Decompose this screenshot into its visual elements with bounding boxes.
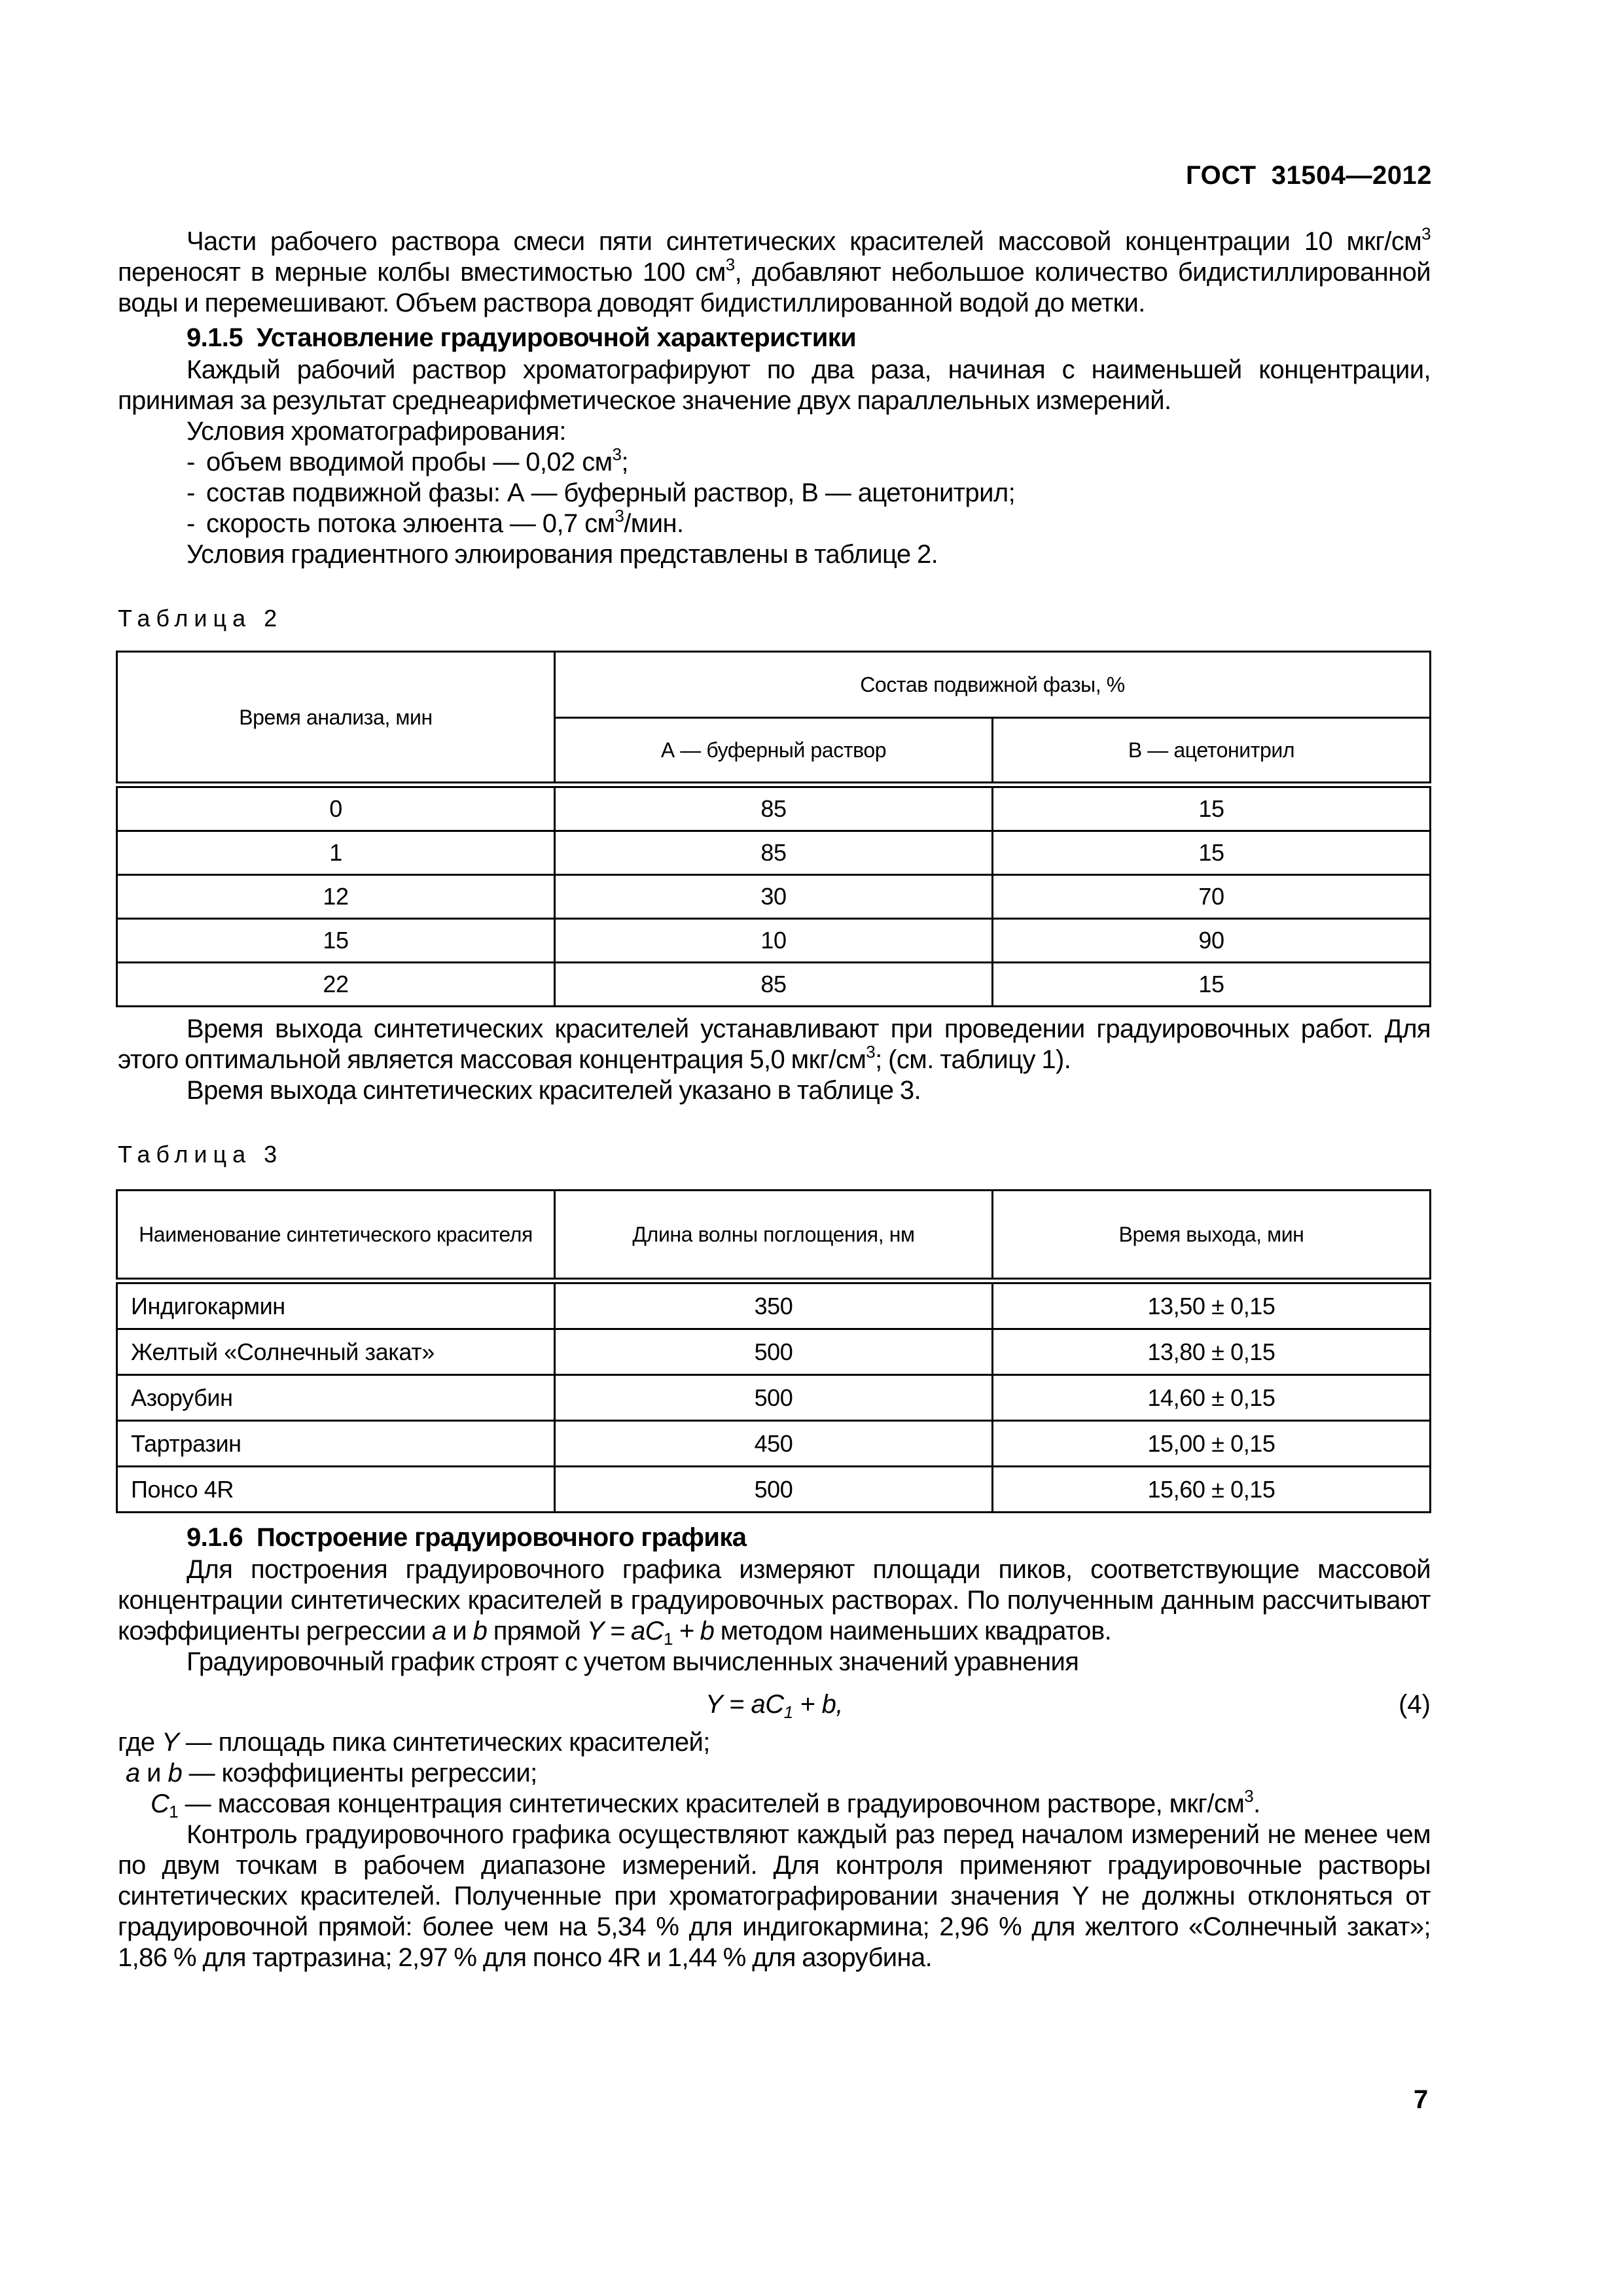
table-row (117, 831, 1431, 875)
conjunction: и (139, 1759, 168, 1787)
table-row (117, 1375, 1431, 1421)
definition-text: — площадь пика синтетических красителей; (179, 1728, 710, 1757)
page-number: 7 (1414, 2085, 1429, 2114)
superscript: 3 (1421, 224, 1431, 243)
condition-text: состав подвижной фазы: А — буферный раствор, В — ацетонитрил; (206, 478, 1016, 507)
column-header-retention: Время выхода, мин (993, 1191, 1431, 1282)
table-3-caption: Таблица 3 (118, 1141, 283, 1168)
table-2-gradient (116, 651, 1431, 1007)
retention-text-end: ; (см. таблицу 1). (875, 1045, 1071, 1074)
superscript: 3 (1244, 1786, 1254, 1806)
section-heading-9-1-5: 9.1.5 Установление градуировочной характеристики (187, 323, 857, 352)
cell-wavelength: 500 (555, 1329, 993, 1375)
retention-text: Время выхода синтетических красителей устанавливают при проведении градуировочных работ. Для этого оптимальной является массовая концентрация 5,0 мкг/см (118, 1014, 1431, 1074)
inline-equation: Y = aC (586, 1617, 664, 1645)
gradient-note: Условия градиентного элюирования представлены в таблице 2. (187, 540, 938, 569)
cell-retention: 15,60 ± 0,15 (993, 1467, 1431, 1513)
cell-time: 15 (117, 919, 555, 963)
dash-bullet: - (187, 478, 195, 507)
section-915-paragraph: Каждый рабочий раствор хроматографируют по два раза, начиная с наименьшей концентрации, принимая за результат среднеарифметическое значение двух параллельных измерений. (118, 355, 1431, 415)
cell-time: 1 (117, 831, 555, 875)
cell-wavelength: 500 (555, 1375, 993, 1421)
table-row (117, 785, 1431, 831)
column-header-wavelength: Длина волны поглощения, нм (555, 1191, 993, 1282)
definition-c1 (118, 1786, 1431, 1821)
condition-item (118, 506, 1431, 539)
symbol-c: C (151, 1789, 169, 1818)
condition-text-end: ; (621, 448, 628, 476)
document-code-header: ГОСТ 31504—2012 (1185, 161, 1432, 190)
control-paragraph: Контроль градуировочного графика осуществляют каждый раз перед началом измерений не менее чем по двум точкам в рабочем диапазоне измерений. Для контроля применяют градуировочные растворы синтетических красителей. Полученные при хроматографировании значения Y не должны отклоняться от градуировочной прямой: более чем на 5,34 % для индигокармина; 2,96 % для желтого «Солнечный закат»; 1,86 % для тартразина; 2,97 % для понсо 4R и 1,44 % для азорубина. (118, 1820, 1431, 1972)
table-row (117, 875, 1431, 919)
cell-phase-b: 15 (993, 831, 1431, 875)
column-header-phase-b: В — ацетонитрил (993, 718, 1431, 785)
definition-y (118, 1727, 1431, 1758)
calibration-text-end: методом наименьших квадратов. (714, 1617, 1112, 1645)
superscript: 3 (725, 255, 735, 274)
calibration-paragraph (118, 1554, 1431, 1647)
equation-expression (118, 1684, 1431, 1725)
cell-time: 22 (117, 963, 555, 1007)
cell-time: 0 (117, 785, 555, 831)
intro-paragraph (118, 226, 1431, 319)
cell-dye-name: Тартразин (117, 1421, 555, 1467)
cell-retention: 14,60 ± 0,15 (993, 1375, 1431, 1421)
symbol-b: b (473, 1617, 488, 1645)
retention-paragraph (118, 1014, 1431, 1075)
definition-text: — массовая концентрация синтетических красителей в градуировочном растворе, мкг/см (178, 1789, 1245, 1818)
subscript: 1 (169, 1802, 179, 1821)
equation-lhs: Y = aC (705, 1690, 784, 1719)
table-row (117, 963, 1431, 1007)
cell-wavelength: 500 (555, 1467, 993, 1513)
cell-phase-b: 15 (993, 963, 1431, 1007)
inline-equation-end: + b (672, 1617, 715, 1645)
table-row (117, 1281, 1431, 1329)
condition-text-end: /мин. (624, 509, 684, 538)
condition-item (118, 478, 1431, 509)
table-3-retention-times (116, 1189, 1431, 1513)
dash-bullet: - (187, 448, 195, 476)
intro-text-2: переносят в мерные колбы вместимостью 100 см (118, 258, 726, 287)
condition-text: скорость потока элюента — 0,7 см (206, 509, 615, 538)
cell-phase-a: 85 (555, 831, 993, 875)
cell-phase-a: 85 (555, 963, 993, 1007)
table-row (117, 1329, 1431, 1375)
table-row (117, 919, 1431, 963)
superscript: 3 (612, 444, 622, 464)
column-header-phase-a: А — буферный раствор (555, 718, 993, 785)
section-heading-9-1-6: 9.1.6 Построение градуировочного графика (187, 1523, 747, 1552)
table-row (117, 1421, 1431, 1467)
intro-text-1: Части рабочего раствора смеси пяти синтетических красителей массовой концентрации 10 мкг/см (187, 227, 1422, 256)
cell-dye-name: Желтый «Солнечный закат» (117, 1329, 555, 1375)
equation-rhs: + b, (793, 1690, 844, 1719)
subscript: 1 (783, 1702, 793, 1722)
cell-phase-a: 30 (555, 875, 993, 919)
cell-wavelength: 350 (555, 1281, 993, 1329)
cell-phase-b: 15 (993, 785, 1431, 831)
symbol-y: Y (162, 1728, 179, 1757)
cell-time: 12 (117, 875, 555, 919)
intro-text-3: , добавляют небольшое количество бидистиллированной воды и перемешивают. Объем раствора доводят бидистиллированной водой до метки. (118, 258, 1431, 317)
dash-bullet: - (187, 509, 195, 538)
cell-retention: 13,50 ± 0,15 (993, 1281, 1431, 1329)
cell-phase-a: 85 (555, 785, 993, 831)
definition-ab (118, 1758, 1431, 1789)
table-3-reference: Время выхода синтетических красителей указано в таблице 3. (187, 1076, 921, 1105)
cell-dye-name: Индигокармин (117, 1281, 555, 1329)
superscript: 3 (866, 1042, 876, 1062)
equation-intro: Градуировочный график строят с учетом вычисленных значений уравнения (187, 1647, 1079, 1676)
definition-text-end: . (1253, 1789, 1260, 1818)
condition-item (118, 444, 1431, 478)
cell-retention: 13,80 ± 0,15 (993, 1329, 1431, 1375)
conjunction: и (446, 1617, 473, 1645)
cell-phase-b: 70 (993, 875, 1431, 919)
cell-phase-a: 10 (555, 919, 993, 963)
cell-dye-name: Азорубин (117, 1375, 555, 1421)
column-header-composition: Состав подвижной фазы, % (555, 652, 1431, 718)
symbol-a: a (432, 1617, 446, 1645)
symbol-b: b (168, 1759, 183, 1787)
equation-4 (118, 1684, 1431, 1725)
conditions-label: Условия хроматографирования: (187, 417, 566, 446)
variable-definitions (118, 1727, 1431, 1820)
table-2-caption: Таблица 2 (118, 605, 283, 632)
condition-text: объем вводимой пробы — 0,02 см (206, 448, 613, 476)
cell-phase-b: 90 (993, 919, 1431, 963)
cell-wavelength: 450 (555, 1421, 993, 1467)
cell-retention: 15,00 ± 0,15 (993, 1421, 1431, 1467)
symbol-a: a (126, 1759, 140, 1787)
column-header-time: Время анализа, мин (117, 652, 555, 785)
page-content (118, 226, 1431, 1973)
calibration-text: Для построения градуировочного графика измеряют площади пиков, соответствующие массовой концентрации синтетических красителей в градуировочных растворах. По полученным данным рассчитывают коэффициенты регрессии (118, 1555, 1431, 1645)
where-word: где (118, 1728, 162, 1757)
equation-number: (4) (1399, 1690, 1431, 1719)
column-header-dye-name: Наименование синтетического красителя (117, 1191, 555, 1282)
definition-text: — коэффициенты регрессии; (182, 1759, 537, 1787)
subscript: 1 (663, 1629, 673, 1649)
table-row (117, 1467, 1431, 1513)
cell-dye-name: Понсо 4R (117, 1467, 555, 1513)
calibration-text-mid: прямой (487, 1617, 587, 1645)
superscript: 3 (615, 506, 624, 526)
